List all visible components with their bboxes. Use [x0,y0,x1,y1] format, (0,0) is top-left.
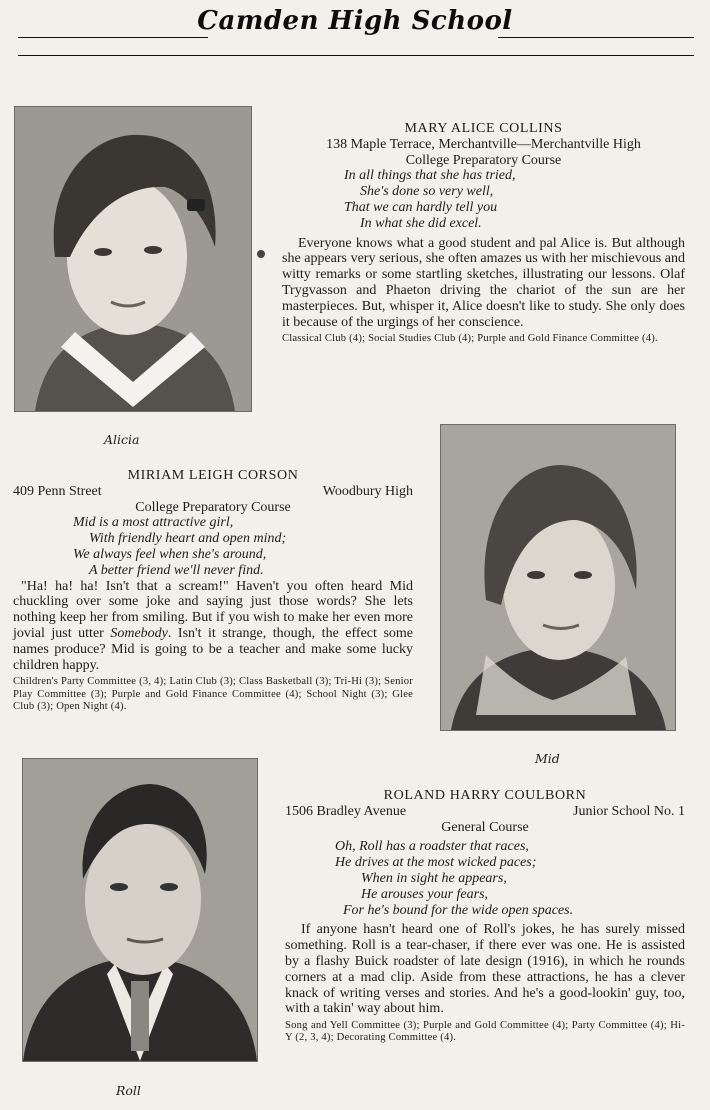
entry-corson [13,468,413,713]
student-photo-coulborn [22,758,258,1062]
student-name: MARY ALICE COLLINS [404,121,563,136]
student-bio: "Ha! ha! ha! Isn't that a scream!" Haven't you often heard Mid chuckling over some joke and saying just those words? She lets nothing keep her from smiling. But if you wish to make her even more jovial just utter Somebody. Isn't it strange, though, the effect some names produce? Mid is going to be a teacher and make some lucky children happy. [13,578,413,673]
student-activities: Children's Party Committee (3, 4); Latin Club (3); Class Basketball (3); Tri-Hi (3); Senior Play Committee (3); Purple and Gold Finance Committee (4); School Night (3); Glee Club (3); Open Night (4). [13,676,413,712]
student-address: 409 Penn Street [13,483,102,499]
student-address-row [285,804,685,820]
student-bio: If anyone hasn't heard one of Roll's jokes, he has surely missed something. Roll is a tear-chaser, if there ever was one. He is assisted by a flashy Buick roadster of late design (1916), in which he rounds corners at a mad clip. Aside from these attractions, he has a clever knack of writing verses and stories. And he's a good-lookin' guy, too, with a takin' way about him. [285,922,685,1017]
nickname-corson: Mid [535,751,560,766]
entry-collins [282,121,685,346]
man-portrait-icon [23,759,257,1061]
girl-portrait-icon [15,107,251,411]
student-name: ROLAND HARRY COULBORN [383,788,587,803]
nickname-coulborn: Roll [116,1083,141,1098]
student-address-row [13,484,413,500]
student-activities: Classical Club (4); Social Studies Club (4); Purple and Gold Finance Committee (4). [282,333,658,345]
student-course: General Course [441,819,529,835]
student-photo-collins [14,106,252,412]
student-previous-school: Junior School No. 1 [573,803,685,819]
header-rule-right [498,37,694,38]
student-activities: Song and Yell Committee (3); Purple and Gold Committee (4); Party Committee (4); Hi-Y (2, 3, 4); Decorating Committee (4). [285,1020,685,1044]
student-course: College Preparatory Course [135,499,291,515]
student-course: College Preparatory Course [405,152,562,168]
page-title: Camden High School [197,6,513,36]
woman-portrait-icon [441,425,675,730]
print-speck [257,250,265,258]
student-name: MIRIAM LEIGH CORSON [127,468,299,483]
header-rule-left [18,37,208,38]
student-address: 138 Maple Terrace, Merchantville—Merchantville High [326,136,641,152]
header-rule-under [18,55,694,56]
student-verse: Oh, Roll has a roadster that races, He drives at the most wicked paces; When in sight he appears, He arouses your fears, For he's bound for the wide open spaces. [335,839,574,918]
student-photo-corson [440,424,676,731]
student-address: 1506 Bradley Avenue [285,803,407,819]
student-bio: Everyone knows what a good student and pal Alice is. But although she appears very serious, she often amazes us with her mischievous and witty remarks or some startling sketches, illustrating our lessons. Olaf Trygvasson and Phaeton driving the chariot of the sun are her masterpieces. But, whisper it, Alice doesn't like to study. She only does it because of the urgings of her conscience. [282,235,685,330]
student-verse: Mid is a most attractive girl, With friendly heart and open mind; We always feel when she's around, A better friend we'll never find. [73,515,287,578]
student-previous-school: Woodbury High [322,483,413,499]
nickname-collins: Alicia [104,432,140,447]
student-verse: In all things that she has tried, She's done so very well, That we can hardly tell you In what she did excel. [344,168,516,231]
entry-coulborn [285,788,685,1045]
